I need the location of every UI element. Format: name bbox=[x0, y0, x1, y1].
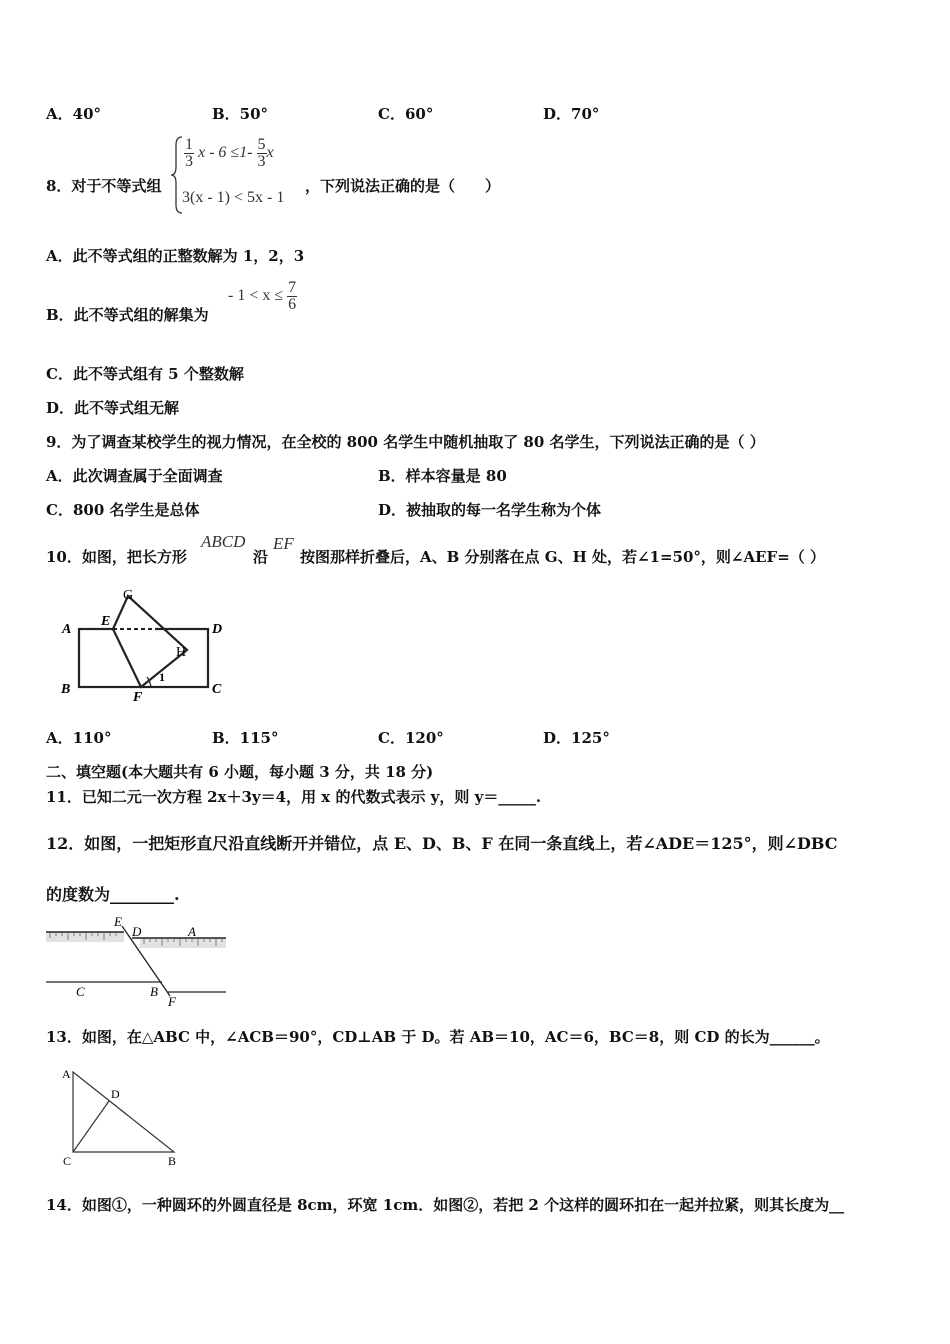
q10-stem-part1: 10．如图，把长方形 bbox=[46, 548, 187, 566]
q9-option-a: A．此次调查属于全面调查 bbox=[46, 467, 223, 485]
label-h: H bbox=[176, 645, 187, 660]
label-f: F bbox=[168, 994, 176, 1009]
label-angle-1: 1 bbox=[159, 670, 165, 684]
q8-option-c: C．此不等式组有 5 个整数解 bbox=[46, 365, 244, 383]
q7-option-b: B．50° bbox=[212, 105, 269, 123]
q7-option-a: A．40° bbox=[46, 105, 102, 123]
q11-stem: 11．已知二元一次方程 2x＋3y＝4，用 x 的代数式表示 y，则 y＝_____. bbox=[46, 788, 542, 806]
q9-option-d: D．被抽取的每一名学生称为个体 bbox=[378, 501, 602, 519]
label-a: A bbox=[188, 924, 196, 939]
triangle-abc bbox=[73, 1072, 174, 1152]
label-b: B bbox=[150, 984, 158, 999]
q7-option-d: D．70° bbox=[543, 105, 600, 123]
fraction-numerator: 5 bbox=[257, 136, 266, 153]
q7-option-c: C．60° bbox=[378, 105, 434, 123]
ineq1-end: x bbox=[266, 144, 274, 162]
q10-stem-part2: 沿 bbox=[253, 548, 269, 566]
ruler-right-scale bbox=[140, 938, 226, 948]
label-d: D bbox=[132, 924, 142, 939]
label-c: C bbox=[212, 682, 222, 697]
section-2-heading: 二、填空题(本大题共有 6 小题，每小题 3 分，共 18 分) bbox=[46, 763, 434, 781]
q10-option-a: A．110° bbox=[46, 729, 112, 747]
q10-rect-name: ABCD bbox=[201, 532, 246, 551]
label-e: E bbox=[114, 914, 122, 929]
label-a: A bbox=[62, 1067, 71, 1081]
label-c: C bbox=[76, 984, 85, 999]
q10-option-b: B．115° bbox=[212, 729, 279, 747]
label-d: D bbox=[212, 622, 223, 637]
fraction-denominator: 6 bbox=[288, 296, 297, 313]
folded-flap bbox=[113, 596, 187, 687]
q10-fold-figure bbox=[55, 585, 230, 705]
fraction-numerator: 7 bbox=[288, 279, 297, 296]
q13-triangle-figure bbox=[58, 1064, 188, 1172]
q10-stem-part3: 按图那样折叠后，A、B 分别落在点 G、H 处，若∠1=50°，则∠AEF=（ ） bbox=[300, 548, 825, 566]
option-b-math-text: - 1 < x ≤ bbox=[228, 287, 284, 305]
label-b: B bbox=[168, 1154, 177, 1168]
q8-stem-suffix: ，下列说法正确的是（ ） bbox=[305, 177, 501, 195]
fraction-denominator: 3 bbox=[185, 153, 193, 170]
q8-option-a: A．此不等式组的正整数解为 1，2，3 bbox=[46, 247, 305, 265]
q8-option-b-math bbox=[228, 280, 297, 313]
rectangle-abcd bbox=[79, 629, 208, 687]
q13-stem: 13．如图，在△ABC 中，∠ACB＝90°，CD⊥AB 于 D。若 AB＝10，AC＝6，BC＝8，则 CD 的长为______。 bbox=[46, 1028, 830, 1046]
q14-stem: 14．如图①，一种圆环的外圆直径是 8cm，环宽 1cm．如图②，若把 2 个这样的圆环扣在一起并拉紧，则其长度为__ bbox=[46, 1196, 845, 1214]
ineq1-mid: x - 6 ≤1- bbox=[198, 144, 253, 162]
fraction-numerator: 1 bbox=[185, 136, 193, 153]
q9-option-c: C．800 名学生是总体 bbox=[46, 501, 200, 519]
q12-stem: 12．如图，一把矩形直尺沿直线断开并错位，点 E、D、B、F 在同一条直线上，若∠ADE＝125°，则∠DBC bbox=[46, 834, 838, 853]
q10-fold-line-name: EF bbox=[273, 534, 294, 553]
q10-option-c: C．120° bbox=[378, 729, 444, 747]
label-e: E bbox=[101, 614, 111, 629]
q8-option-d: D．此不等式组无解 bbox=[46, 399, 180, 417]
q8-ineq-1 bbox=[184, 137, 274, 170]
label-a: A bbox=[62, 622, 72, 637]
q8-ineq-2: 3(x - 1) < 5x - 1 bbox=[182, 189, 285, 206]
q8-stem-prefix: 8．对于不等式组 bbox=[46, 177, 162, 195]
q12-stem-line2: 的度数为________. bbox=[46, 885, 180, 904]
q10-option-d: D．125° bbox=[543, 729, 610, 747]
q9-option-b: B．样本容量是 80 bbox=[378, 467, 507, 485]
q12-ruler-figure bbox=[44, 914, 234, 1009]
label-g: G bbox=[123, 588, 134, 603]
fraction-denominator: 3 bbox=[257, 153, 266, 170]
label-f: F bbox=[133, 690, 143, 705]
q8-option-b: B．此不等式组的解集为 bbox=[46, 306, 209, 324]
break-line-ef bbox=[122, 926, 170, 996]
altitude-cd bbox=[73, 1101, 109, 1152]
label-d: D bbox=[111, 1087, 120, 1101]
ruler-left-scale bbox=[46, 932, 124, 942]
q9-stem: 9．为了调查某校学生的视力情况，在全校的 800 名学生中随机抽取了 80 名学生，下列说法正确的是（ ） bbox=[46, 433, 765, 451]
label-c: C bbox=[63, 1154, 72, 1168]
label-b: B bbox=[61, 682, 71, 697]
